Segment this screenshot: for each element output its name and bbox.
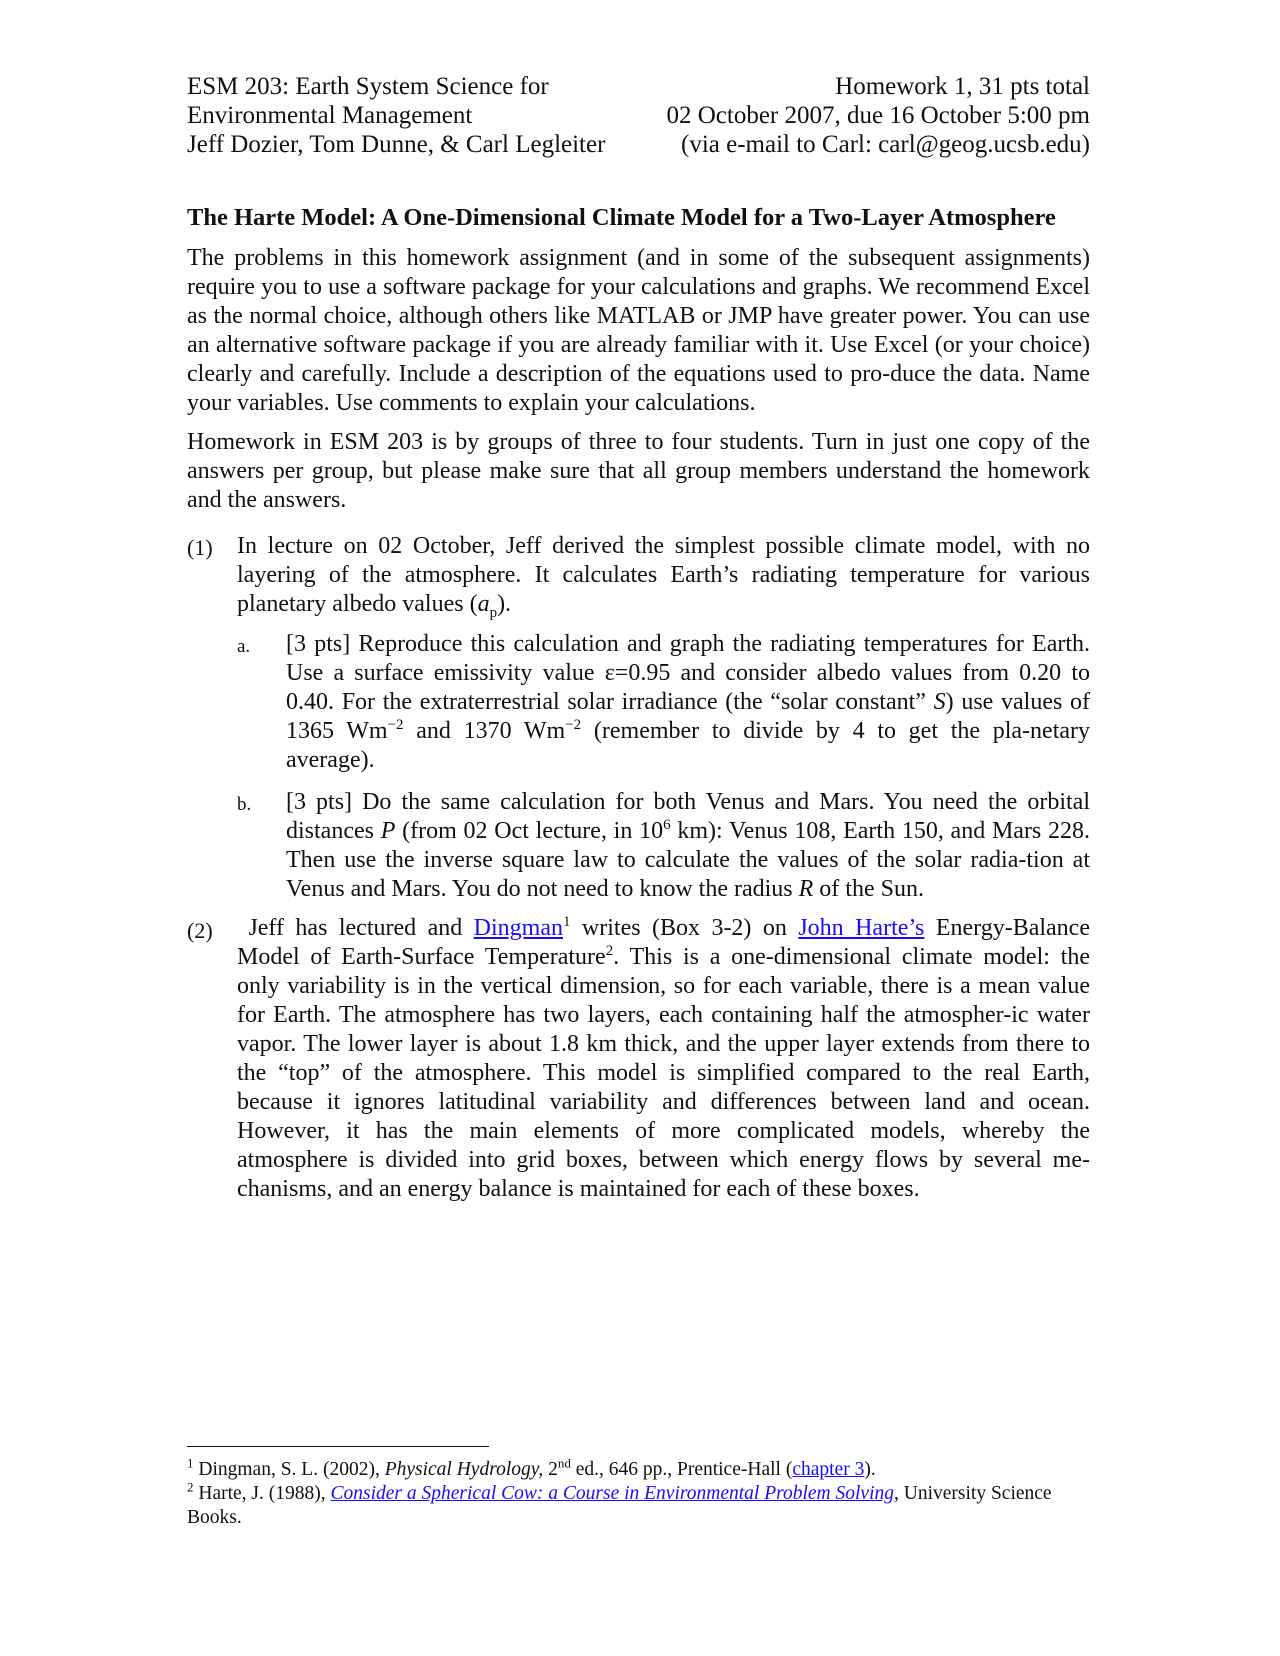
dingman-link[interactable]: Dingman (473, 915, 563, 941)
intro-paragraph-2: Homework in ESM 203 is by groups of three to four students. Turn in just one copy of the answers per group, but please make sure that all group members understand the homework and the answers. (187, 429, 1090, 513)
instructors: Jeff Dozier, Tom Dunne, & Carl Legleiter (187, 131, 606, 158)
spherical-cow-link[interactable]: Consider a Spherical Cow: a Course in Environmental Problem Solving (330, 1483, 894, 1504)
assignment-info (666, 72, 1090, 159)
course-name-line-1: ESM 203: Earth System Science for (187, 73, 549, 100)
footnote-ref-2: 2 (605, 943, 614, 959)
footnote-divider (187, 1446, 489, 1447)
assignment-points: Homework 1, 31 pts total (835, 73, 1090, 100)
footnote-ref-1: 1 (562, 914, 571, 930)
question-1a-text: [3 pts] Reproduce this calculation and graph the radiating temperatures for Earth. Use a surface emissivity value ε=0.95 and consider albedo values from 0.20 to 0.40. For the extraterrestrial solar irradiance (the “solar constant” S) use values of 1365 $Wm^{-2}$ and 1370 $Wm^{-2}$ (remember to divide by 4 to get the pla-netary average). (286, 631, 1091, 773)
question-2-number: (2) (187, 918, 213, 943)
question-1-number: (1) (187, 535, 213, 560)
john-harte-link[interactable]: John Harte’s (798, 915, 925, 941)
page-title: The Harte Model: A One-Dimensional Climate Model for a Two-Layer Atmosphere (187, 204, 1056, 231)
assignment-dates: 02 October 2007, due 16 October 5:00 pm (666, 102, 1090, 129)
question-1b-text: [3 pts] Do the same calculation for both Venus and Mars. You need the orbital distances P (from 02 Oct lecture, in $10^6$ km): Venus 108, Earth 150, and Mars 228. Then use the inverse square law to calculate the values of the solar radia-tion at Venus and Mars. You do not need to know the radius R of the Sun. (286, 789, 1091, 902)
footnote-2: $^2$ Harte, J. (1988), Consider a Spherical Cow: a Course in Environmental Problem Solving, University Science Books. (187, 1479, 1052, 1528)
course-name-line-2: Environmental Management (187, 102, 473, 129)
chapter-3-link[interactable]: chapter 3 (792, 1459, 865, 1480)
question-1-text: In lecture on 02 October, Jeff derived the simplest possible climate model, with no layering of the atmosphere. It calculates Earth’s radiating temperature for various planetary albedo values $(a_p)$. (237, 533, 1090, 621)
part-a-label: a. (237, 636, 251, 657)
footnote-1: $^1$ Dingman, S. L. (2002), Physical Hydrology, 2nd ed., 646 pp., Prentice-Hall (chapter 3). (187, 1455, 876, 1480)
submission-email: (via e-mail to Carl: carl@geog.ucsb.edu) (681, 131, 1090, 158)
intro-paragraph-1: The problems in this homework assignment (and in some of the subsequent assignments) require you to use a software package for your calculations and graphs. We recommend Excel as the normal choice, although others like MATLAB or JMP have greater power. You can use an alternative software package if you are already familiar with it. Use Excel (or your choice) clearly and carefully. Include a description of the equations used to pro-duce the data. Name your variables. Use comments to explain your calculations. (187, 245, 1090, 416)
question-2-text: Jeff has lectured and Dingman$^1$ writes (Box 3-2) on John Harte’s Energy-Balance Model of Earth-Surface Temperature$^2$. This is a one-dimensional climate model: the only variability is in the vertical dimension, so for each variable, there is a mean value for Earth. The atmosphere has two layers, each containing half the atmospher-ic water vapor. The lower layer is about 1.8 km thick, and the upper layer extends from there to the “top” of the atmosphere. This model is simplified compared to the real Earth, because it ignores latitudinal variability and differences between land and ocean. However, it has the main elements of more complicated models, whereby the atmosphere is divided into grid boxes, between which energy flows by several me-chanisms, and an energy balance is maintained for each of these boxes. (237, 914, 1090, 1202)
course-info (187, 72, 605, 159)
part-b-label: b. (237, 794, 252, 815)
albedo-symbol: a (477, 591, 490, 617)
